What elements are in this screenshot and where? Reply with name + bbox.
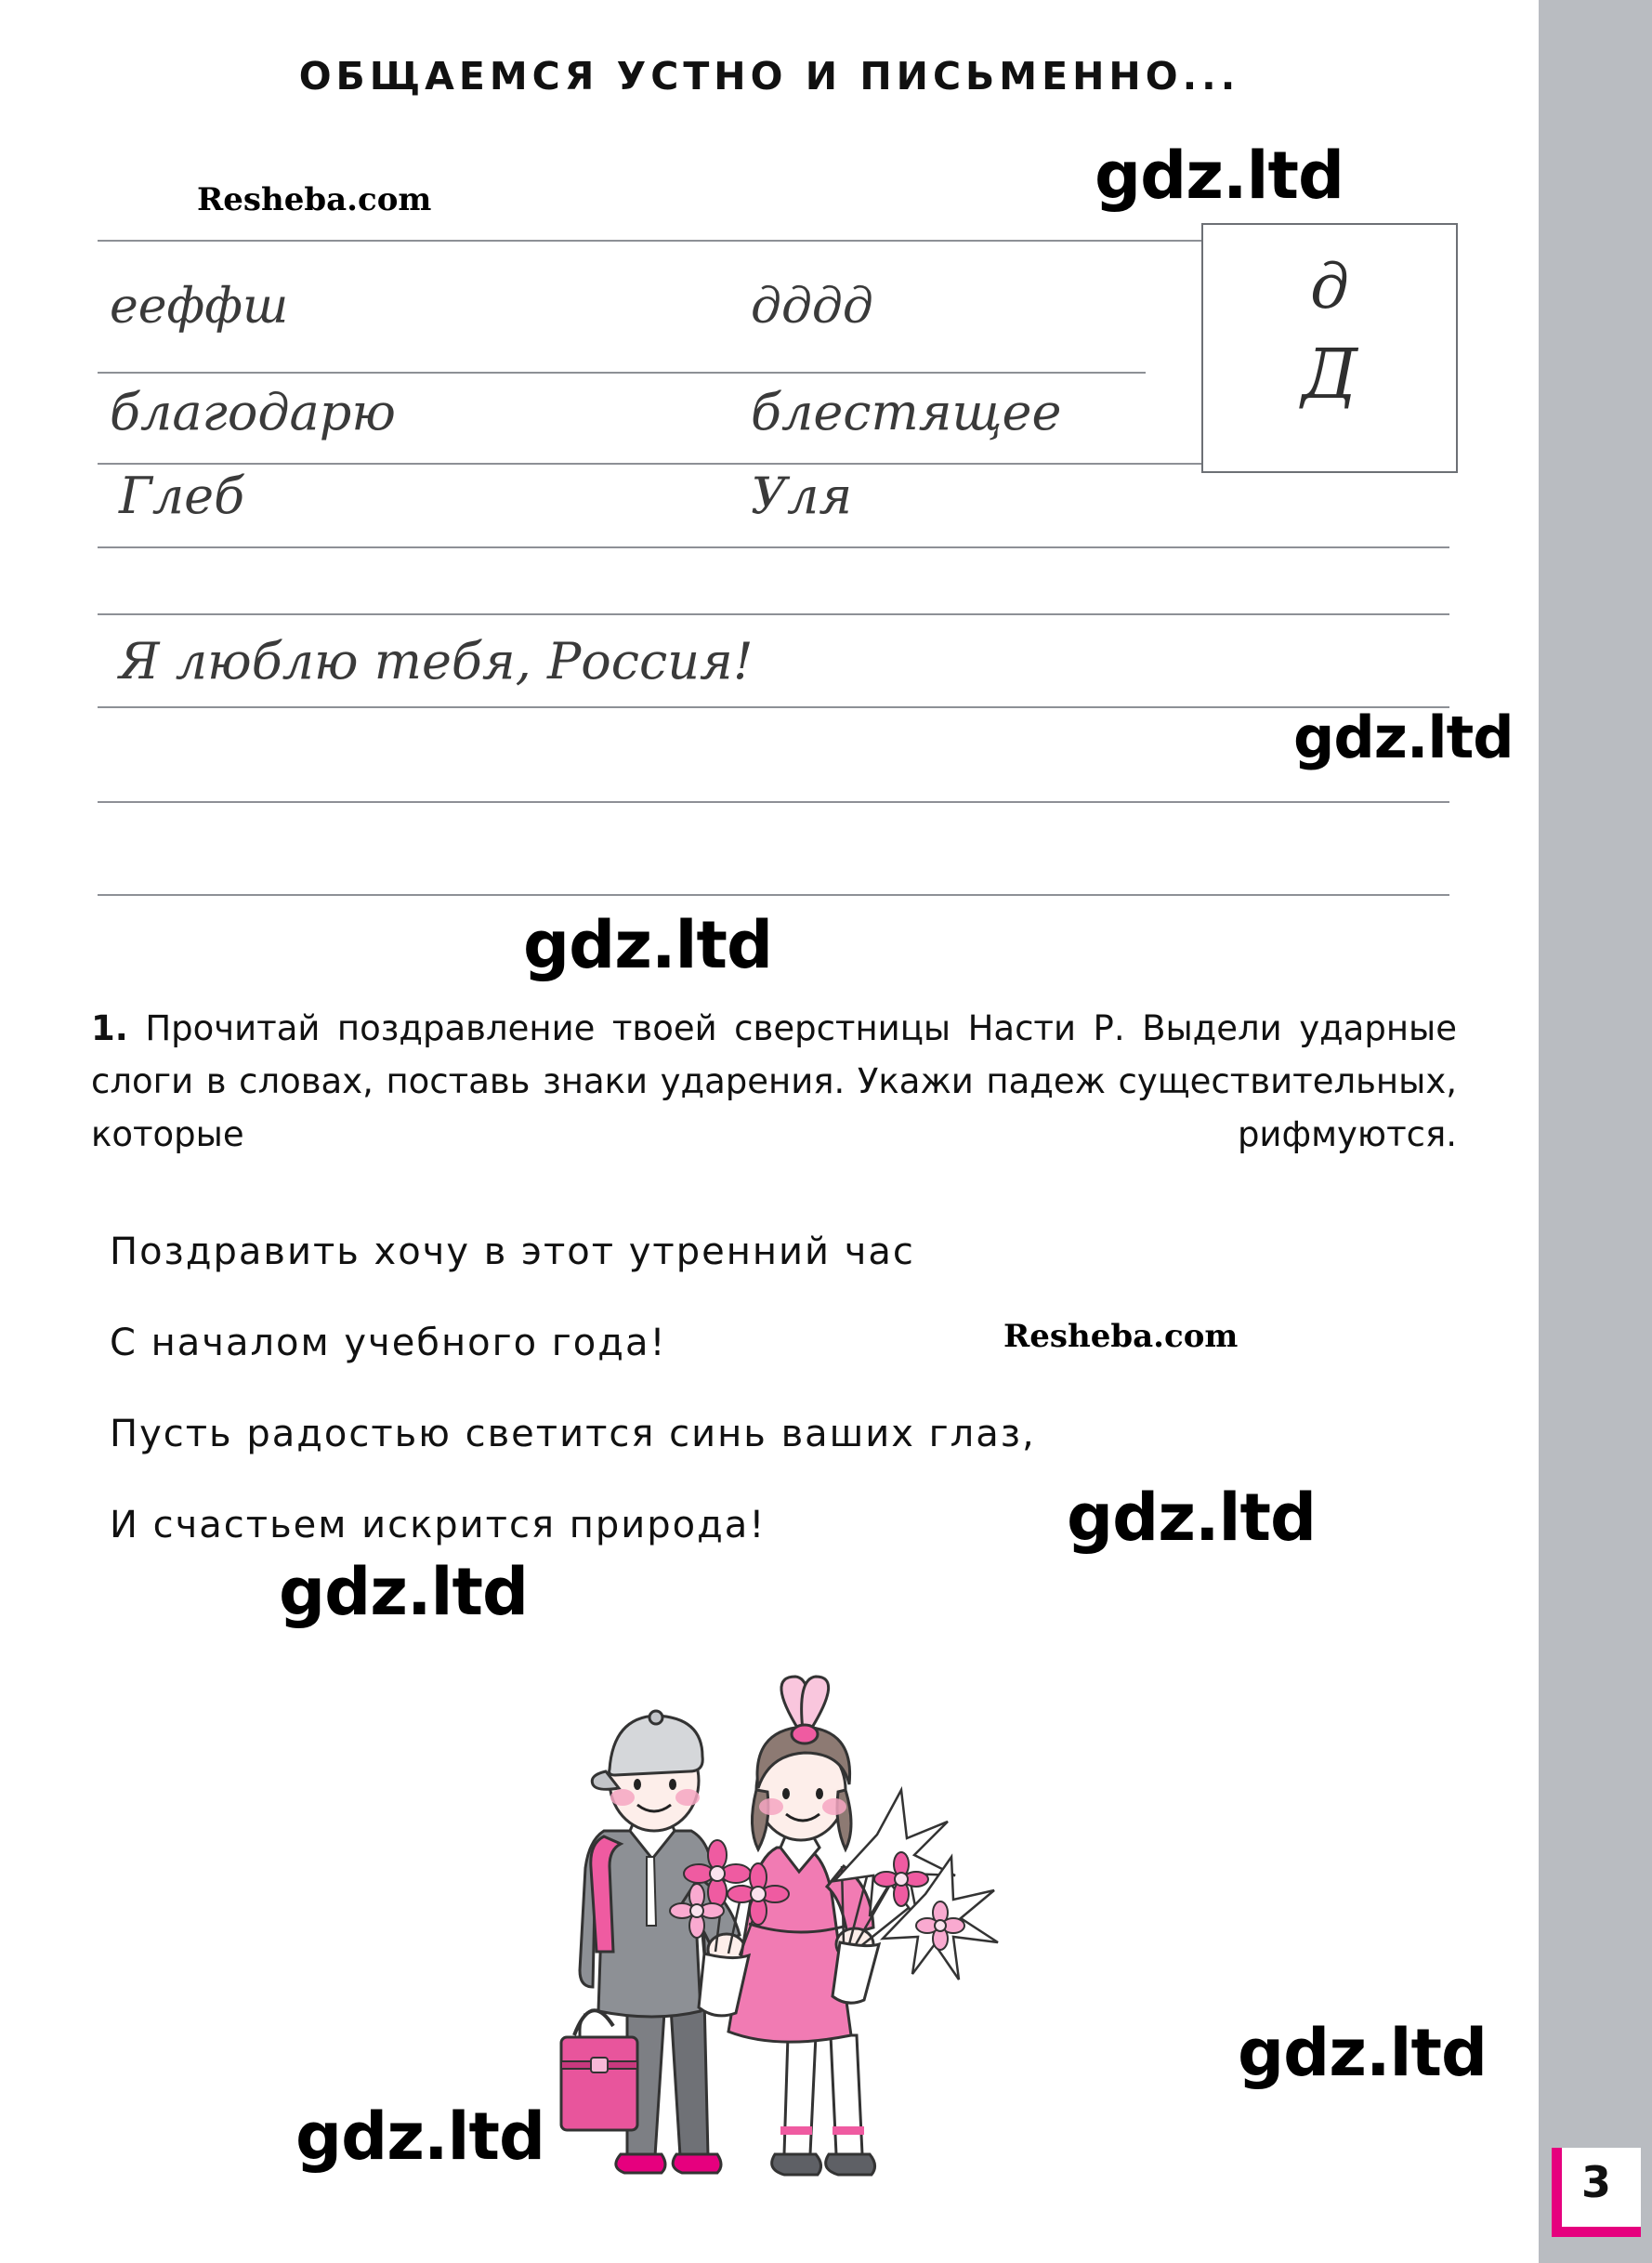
handwriting-line3-right: Уля (751, 467, 853, 525)
ruled-line (98, 801, 1449, 803)
poem-line: Поздравить хочу в этот утренний час (110, 1230, 915, 1273)
handwriting-line3-left: Глеб (119, 467, 245, 525)
ruled-line (98, 546, 1449, 548)
exercise-instruction (91, 1002, 1457, 1161)
exercise-instruction-text: Прочитай поздравление твоей сверстницы Насти Р. Выдели ударные слоги в словах, поставь знаки ударения. Укажи падеж существительных, которые рифмуются. (91, 1008, 1457, 1154)
letter-model-lowercase: д (1310, 251, 1349, 322)
watermark-gdz: gdz.ltd (295, 2099, 545, 2175)
watermark-gdz: gdz.ltd (279, 1554, 529, 1630)
ruled-line (98, 706, 1449, 708)
page-title: ОБЩАЕМСЯ УСТНО И ПИСЬМЕННО... (298, 54, 1240, 99)
exercise-number: 1. (91, 1008, 128, 1048)
page-gutter (1539, 0, 1652, 2263)
ruled-line (98, 372, 1146, 374)
watermark-resheba: Resheba.com (197, 181, 432, 218)
page-number-badge (1552, 2148, 1641, 2237)
illustration-children-with-flowers (465, 1599, 1078, 2212)
handwriting-line2-left: благодарю (110, 383, 396, 441)
handwriting-line1-right: дддд (751, 279, 873, 335)
letter-model-box (1201, 223, 1458, 473)
page-number: 3 (1580, 2157, 1611, 2207)
watermark-gdz: gdz.ltd (1067, 1480, 1317, 1556)
poem-line: И счастьем искрится природа! (110, 1504, 767, 1546)
watermark-gdz: gdz.ltd (1095, 138, 1344, 214)
handwriting-sentence: Я люблю тебя, Россия! (119, 632, 754, 691)
letter-model-uppercase: Д (1301, 335, 1358, 414)
watermark-gdz: gdz.ltd (1238, 2015, 1488, 2091)
watermark-resheba: Resheba.com (1003, 1318, 1239, 1355)
handwriting-line1-left: ееффш (110, 279, 289, 335)
poem-line: С началом учебного года! (110, 1322, 667, 1364)
section-divider (98, 894, 1449, 896)
poem-line: Пусть радостью светится синь ваших глаз, (110, 1413, 1036, 1455)
watermark-gdz: gdz.ltd (523, 907, 773, 983)
watermark-gdz: gdz.ltd (1293, 704, 1514, 771)
handwriting-line2-right: блестящее (751, 383, 1062, 441)
ruled-line (98, 613, 1449, 615)
